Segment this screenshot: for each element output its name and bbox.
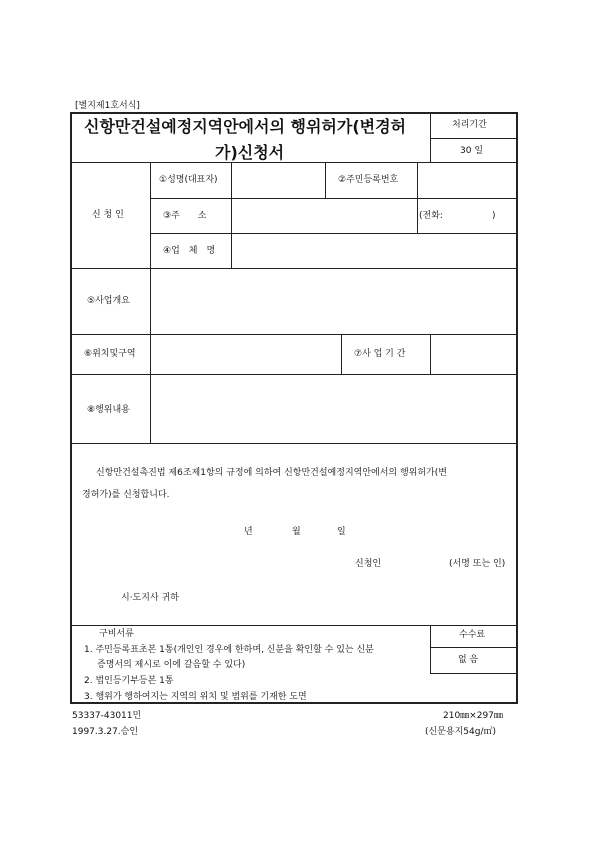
name-label: ①성명(대표자) — [159, 175, 218, 185]
address-label: ③주 소 — [163, 211, 207, 221]
col-line — [150, 268, 151, 334]
phone-label: (전화: — [419, 211, 443, 221]
processing-period-value: 30 일 — [460, 146, 484, 156]
border-right — [516, 112, 518, 704]
signature-applicant-label: 신청인 — [355, 559, 382, 569]
row-line — [70, 268, 518, 269]
border-left — [70, 112, 72, 704]
date-year: 년 — [244, 527, 253, 537]
row-line — [70, 334, 518, 335]
row-line — [150, 198, 518, 199]
resident-no-field[interactable] — [419, 164, 514, 196]
resident-no-label: ②주민등록번호 — [338, 175, 399, 185]
header-divider — [430, 112, 431, 162]
form-title-line1: 신항만건설예정지역안에서의 행위허가(변경허 — [84, 117, 407, 136]
applicant-col-line — [150, 162, 151, 268]
footer-code: 53337-43011민 — [72, 711, 142, 721]
statement-line2: 경허가)를 신청합니다. — [82, 490, 170, 500]
form-title-line2: 가)신청서 — [215, 143, 285, 162]
fee-bottom — [430, 673, 517, 674]
documents-item: 1. 주민등록표초본 1통(개인인 경우에 한하며, 신분을 확인할 수 있는 신분 — [84, 645, 374, 655]
form-label: [별지제1호서식] — [75, 101, 140, 111]
applicant-section-label: 신 청 인 — [92, 210, 124, 220]
footer-approval: 1997.3.27.승인 — [72, 727, 139, 737]
statement-line1: 신항만건설촉진법 제6조제1항의 규정에 의하여 신항만건설예정지역안에서의 행위허가(변 — [96, 468, 447, 478]
phone-field[interactable] — [446, 200, 490, 231]
business-period-field[interactable] — [432, 336, 514, 372]
addressee: 시·도지사 귀하 — [121, 593, 179, 603]
header-bottom-line — [70, 162, 518, 163]
fee-label: 수수료 — [459, 630, 486, 640]
signature-sign-label: (서명 또는 인) — [449, 559, 506, 569]
label-col-line — [231, 162, 232, 268]
location-field[interactable] — [152, 336, 339, 372]
company-label: ④업 체 명 — [163, 246, 216, 256]
processing-divider — [430, 138, 517, 139]
company-field[interactable] — [233, 235, 514, 266]
name-field[interactable] — [233, 164, 323, 196]
row-line — [70, 443, 518, 444]
col-line — [325, 162, 326, 198]
col-line — [150, 374, 151, 443]
processing-period-label: 처리기간 — [452, 120, 487, 130]
documents-item: 3. 행위가 행하여지는 지역의 위치 및 범위를 기재한 도면 — [84, 692, 307, 702]
phone-close: ) — [492, 211, 496, 221]
documents-item: 2. 법인등기부등본 1통 — [84, 676, 174, 686]
footer-paper: (신문용지54g/㎡) — [425, 727, 496, 737]
border-top — [70, 112, 518, 114]
activity-field[interactable] — [152, 376, 514, 441]
col-line — [150, 334, 151, 374]
activity-label: ⑧행위내용 — [87, 405, 130, 415]
col-line — [430, 334, 431, 374]
col-line — [417, 162, 418, 233]
fee-value: 없 음 — [458, 655, 479, 665]
documents-heading: 구비서류 — [99, 629, 134, 639]
address-field[interactable] — [233, 200, 415, 231]
fee-col-line — [430, 625, 431, 673]
business-summary-field[interactable] — [152, 270, 514, 332]
location-label: ⑥위치및구역 — [84, 349, 136, 359]
date-day: 일 — [337, 527, 346, 537]
row-line — [150, 233, 518, 234]
col-line — [341, 334, 342, 374]
fee-divider — [430, 647, 517, 648]
business-period-label: ⑦사 업 기 간 — [354, 349, 406, 359]
date-month: 월 — [292, 527, 301, 537]
footer-size: 210㎜×297㎜ — [443, 711, 503, 721]
row-line — [70, 625, 518, 626]
documents-item: 증명서의 제시로 이에 갈음할 수 있다) — [97, 660, 246, 670]
business-summary-label: ⑤사업개요 — [87, 296, 130, 306]
row-line — [70, 374, 518, 375]
